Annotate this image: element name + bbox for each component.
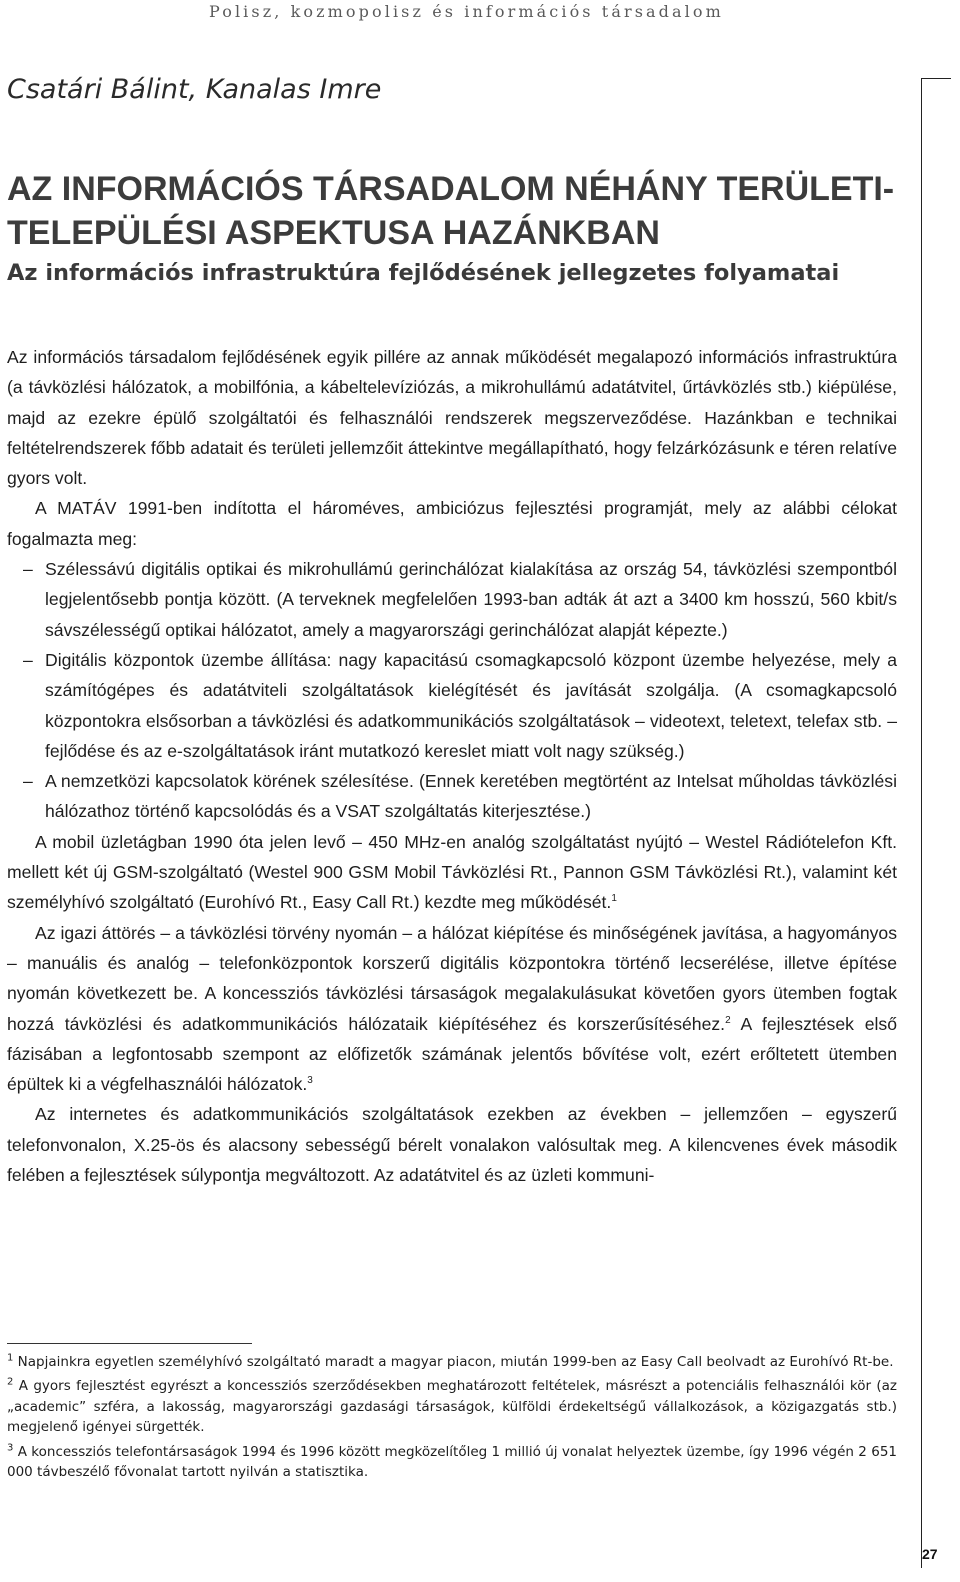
footnote-ref[interactable]: 2 (725, 1014, 731, 1026)
footnotes (7, 1352, 897, 1486)
list-item-text: Szélessávú digitális optikai és mikrohullámú gerinchálózat kialakítása az ország 54, távközlési szempontból legjelentősebb pontja között. (A terveknek megfelelően 1993-ban adták át azt a 3400 km hosszú, 560 kbit/s sávszélességű optikai hálózatot, amely a magyarországi gerinchálózat alapját képezte.) (45, 559, 897, 640)
footnote-ref[interactable]: 3 (307, 1075, 313, 1087)
article-subtitle: Az információs infrastruktúra fejlődésének jellegzetes folyamatai (7, 260, 840, 286)
footnote-text: Napjainkra egyetlen személyhívó szolgáltató maradt a magyar piacon, miután 1999-ben az Easy Call beolvadt az Eurohívó Rt-be. (17, 1354, 894, 1370)
list-dash: – (23, 649, 33, 670)
footnote (7, 1442, 897, 1483)
paragraph-mobile (7, 827, 897, 918)
list-item (7, 766, 897, 827)
paragraph-text: Az igazi áttörés – a távközlési törvény nyomán – a hálózat kiépítése és minőségének javítása, a hagyományos – manuális és analóg – telefonközpontok korszerű digitális központokra történő lecserélése, illetve építése nyomán következett be. A koncessziós távközlési társaságok megalakulásukat követően gyors ütemben fogtak hozzá távközlési és adatkommunikációs hálózataik kiépítéséhez és korszerűsítéséhez. (7, 922, 897, 1034)
paragraph-internet: Az internetes és adatkommunikációs szolgáltatások ezekben az években – jellemzően – egyszerű telefonvonalon, X.25-ös és alacsony sebességű bérelt vonalakon valósultak meg. A kilencvenes évek második felében a fejlesztések súlypontja megváltozott. Az adatátvitel és az üzleti kommuni- (7, 1104, 897, 1186)
margin-rule-top (921, 78, 951, 79)
list-item (7, 554, 897, 645)
paragraph-breakthrough (7, 918, 897, 1100)
paragraph-intro: Az információs társadalom fejlődésének egyik pillére az annak működését megalapozó információs infrastruktúra (a távközlési hálózatok, a mobilfónia, a kábeltelevíziózás, a mikrohullámú adatátvitel, űrtávközlés stb.) kiépülése, majd az ezekre épülő szolgáltatói és felhasználói rendszerek megszerveződése. Hazánkban e technikai feltételrendszerek főbb adatait és területi jellemzőit áttekintve megállapítható, hogy felzárkózásunk e téren relatíve gyors volt. (7, 347, 897, 489)
page-number: 27 (922, 1546, 938, 1562)
list-item-text: A nemzetközi kapcsolatok körének szélesítése. (Ennek keretében megtörtént az Intelsat műholdas távközlési hálózathoz történő kapcsolódás és a VSAT szolgáltatás kiterjesztése.) (45, 771, 897, 822)
footnote-number: 3 (7, 1442, 14, 1454)
footnote-divider (7, 1343, 252, 1344)
footnote-number: 1 (7, 1352, 14, 1364)
list-dash: – (23, 559, 33, 580)
running-head: Polisz, kozmopolisz és információs társadalom (209, 2, 724, 21)
list-item-text: Digitális központok üzembe állítása: nagy kapacitású csomagkapcsoló központ üzembe helyezése, mely a számítógépes és adatátviteli szolgáltatások kielégítését és javítását szolgálja. (A csomagkapcsoló központokra elsősorban a távközlési és adatkommunikációs szolgáltatások – videotext, teletext, telefax stb. – fejlődése és az e-szolgáltatások iránt mutatkozó kereslet miatt volt nagy szükség.) (45, 649, 897, 761)
list-dash: – (23, 771, 33, 792)
paragraph-matav: A MATÁV 1991-ben indította el hároméves, ambiciózus fejlesztési programját, mely az alábbi célokat fogalmazta meg: (7, 498, 897, 549)
footnote (7, 1352, 897, 1372)
footnote-number: 2 (7, 1376, 14, 1388)
list-item (7, 645, 897, 766)
footnote-text: A gyors fejlesztést egyrészt a koncessziós szerződésekben meghatározott feltételek, másrészt a potenciális felhasználói kör (az „academic” szféra, a lakosság, magyarországi gazdasági társaságok, külföldi érdekeltségű vállalkozások, a közigazgatás stb.) megjelenő igényei sürgették. (7, 1378, 898, 1436)
footnote-text: A koncessziós telefontársaságok 1994 és 1996 között megközelítőleg 1 millió új vonalat helyeztek üzembe, így 1996 végén 2 651 000 távbeszélő fővonalat tartott nyilván a statisztika. (7, 1443, 897, 1481)
footnote (7, 1376, 897, 1437)
article-body (7, 342, 897, 1190)
margin-rule-vertical (921, 78, 922, 1568)
paragraph-text: A mobil üzletágban 1990 óta jelen levő – 450 MHz-en analóg szolgáltatást nyújtó – Westel Rádiótelefon Kft. mellett két új GSM-szolgáltató (Westel 900 GSM Mobil Távközlési Rt., Pannon GSM Távközlési Rt.), valamint két személyhívó szolgáltató (Eurohívó Rt., Easy Call Rt.) kezdte meg működését. (7, 831, 897, 913)
authors: Csatári Bálint, Kanalas Imre (7, 74, 382, 105)
paragraph-text: A fejlesztések első fázisában a legfontosabb szempont az előfizetők számának jelentős bővítése volt, ezért erőltetett ütemben épültek ki a végfelhasználói hálózatok. (7, 1013, 897, 1095)
article-title: AZ INFORMÁCIÓS TÁRSADALOM NÉHÁNY TERÜLETI-TELEPÜLÉSI ASPEKTUSA HAZÁNKBAN (7, 170, 895, 252)
goal-list (7, 554, 897, 827)
footnote-ref[interactable]: 1 (611, 893, 617, 905)
